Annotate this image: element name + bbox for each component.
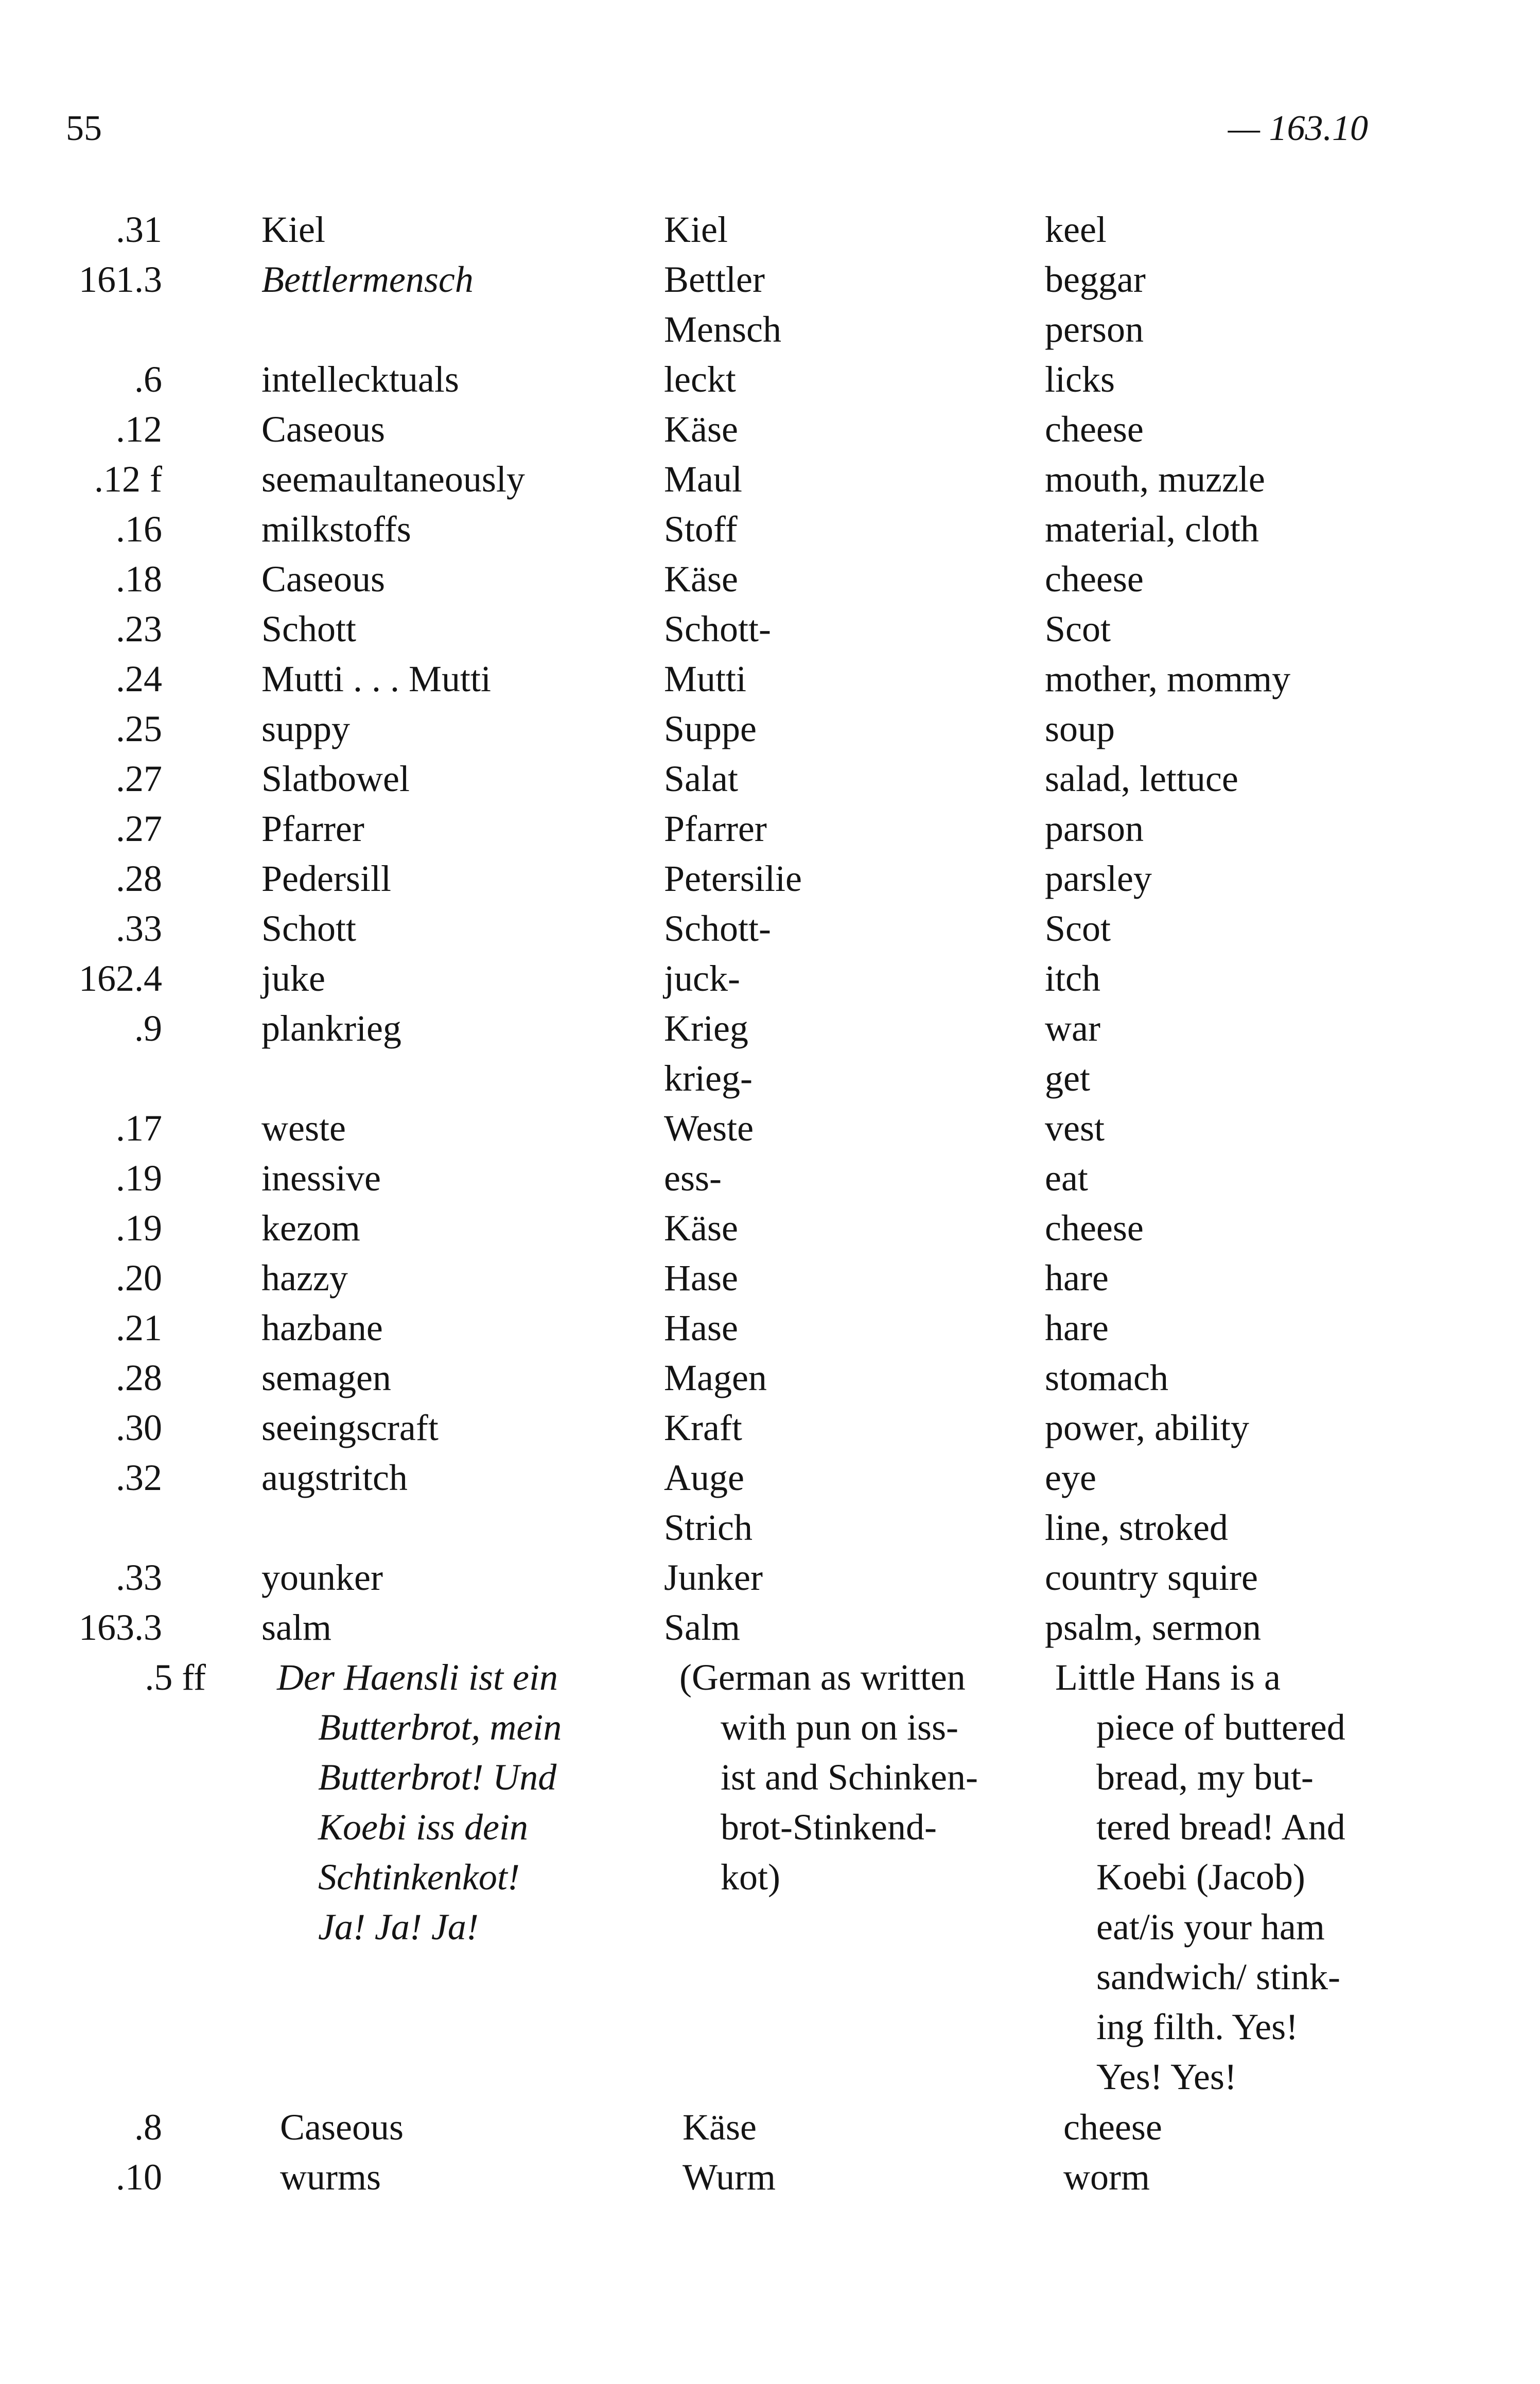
entry-word: Caseous — [261, 558, 385, 600]
entry-line: Butterbrot, mein — [318, 1707, 562, 1748]
entry-ref: .24 — [116, 658, 162, 699]
entry-english: cheese — [1045, 558, 1144, 600]
entry-english: cheese — [1063, 2107, 1162, 2148]
entry-line: eat/is your ham — [1096, 1906, 1325, 1948]
entry-english: vest — [1045, 1108, 1105, 1149]
entry-english: soup — [1045, 708, 1115, 749]
entry-ref: .17 — [116, 1108, 162, 1149]
entry-english: material, cloth — [1045, 509, 1259, 550]
entry-ref: .27 — [116, 758, 162, 799]
entry-word: Slatbowel — [261, 758, 410, 799]
table-row — [0, 1004, 1540, 1054]
entry-german: Krieg — [664, 1008, 748, 1049]
entry-ref: .18 — [116, 558, 162, 600]
entry-german: ess- — [664, 1158, 722, 1199]
entry-ref: .31 — [116, 209, 162, 250]
entry-english: get — [1045, 1058, 1090, 1099]
entry-german: Suppe — [664, 708, 757, 749]
entry-german: krieg- — [664, 1058, 752, 1099]
table-row — [0, 1203, 1540, 1253]
entry-word: Pedersill — [261, 858, 391, 899]
entry-word: hazzy — [261, 1257, 348, 1299]
entry-line: with pun on iss- — [721, 1707, 959, 1748]
entry-word: Schott — [261, 908, 357, 949]
table-row — [0, 904, 1540, 954]
entry-word: seemaultaneously — [261, 459, 525, 500]
entry-ref: .12 f — [94, 459, 162, 500]
entry-english: country squire — [1045, 1557, 1258, 1598]
entry-german: Junker — [664, 1557, 763, 1598]
entry-line: tered bread! And — [1096, 1807, 1345, 1848]
entry-german-lines — [679, 1653, 978, 1902]
entry-line: Schtinkenkot! — [318, 1856, 520, 1898]
entry-line: Butterbrot! Und — [318, 1757, 557, 1798]
entry-german: Käse — [664, 1207, 738, 1249]
entry-german: Hase — [664, 1257, 738, 1299]
table-row — [0, 1553, 1540, 1603]
entry-word: augstritch — [261, 1457, 408, 1498]
entry-word: Bettlermensch — [261, 259, 474, 300]
table-row — [0, 1603, 1540, 1653]
entry-german: Bettler — [664, 259, 765, 300]
entry-ref: .16 — [116, 509, 162, 550]
entry-word: Caseous — [261, 409, 385, 450]
entry-english: parson — [1045, 808, 1144, 849]
table-row — [0, 405, 1540, 454]
entry-line: (German as written — [679, 1657, 966, 1698]
table-row — [0, 954, 1540, 1004]
entry-line: bread, my but- — [1096, 1757, 1314, 1798]
glossary-rows-bottom — [0, 2102, 1540, 2202]
entry-english: beggar — [1045, 259, 1146, 300]
table-row — [0, 604, 1540, 654]
entry-ref: .6 — [134, 359, 162, 400]
entry-german: Kiel — [664, 209, 728, 250]
table-row — [0, 554, 1540, 604]
entry-english: licks — [1045, 359, 1115, 400]
entry-ref: .19 — [116, 1207, 162, 1249]
entry-english: itch — [1045, 958, 1100, 999]
entry-german: leckt — [664, 359, 736, 400]
entry-english: power, ability — [1045, 1407, 1250, 1448]
entry-ref: .32 — [116, 1457, 162, 1498]
entry-german: Salat — [664, 758, 738, 799]
entry-ref: .19 — [116, 1158, 162, 1199]
entry-ref: .8 — [134, 2107, 162, 2148]
entry-line: Ja! Ja! Ja! — [318, 1906, 479, 1948]
entry-german: Schott- — [664, 908, 771, 949]
entry-english: hare — [1045, 1307, 1109, 1348]
entry-english: psalm, sermon — [1045, 1607, 1261, 1648]
entry-word: semagen — [261, 1357, 391, 1398]
table-row — [0, 754, 1540, 804]
entry-german: Käse — [682, 2107, 757, 2148]
entry-word: Mutti . . . Mutti — [261, 658, 492, 699]
glossary-table — [0, 205, 1540, 2202]
table-row — [0, 305, 1540, 355]
entry-german: Hase — [664, 1307, 738, 1348]
table-row — [0, 1353, 1540, 1403]
table-row — [0, 1153, 1540, 1203]
entry-line: sandwich/ stink- — [1096, 1956, 1340, 1997]
entry-german: Käse — [664, 409, 738, 450]
entry-line: kot) — [721, 1856, 780, 1898]
table-row — [0, 804, 1540, 854]
entry-english: eat — [1045, 1158, 1088, 1199]
entry-word: Kiel — [261, 209, 325, 250]
entry-english: line, stroked — [1045, 1507, 1228, 1548]
entry-word: wurms — [280, 2157, 381, 2198]
entry-english: worm — [1063, 2157, 1150, 2198]
entry-german: Mensch — [664, 309, 781, 350]
table-row — [0, 1503, 1540, 1553]
entry-ref: 161.3 — [79, 259, 162, 300]
entry-german: Petersilie — [664, 858, 802, 899]
entry-word: younker — [261, 1557, 383, 1598]
entry-word: Caseous — [280, 2107, 404, 2148]
entry-word: seeingscraft — [261, 1407, 439, 1448]
entry-ref: .25 — [116, 708, 162, 749]
entry-ref: .9 — [134, 1008, 162, 1049]
page-header — [66, 108, 1368, 165]
table-row — [0, 654, 1540, 704]
entry-word: milkstoffs — [261, 509, 411, 550]
entry-ref: 163.3 — [79, 1607, 162, 1648]
entry-german: Weste — [664, 1108, 754, 1149]
entry-english: salad, lettuce — [1045, 758, 1238, 799]
entry-line: brot-Stinkend- — [721, 1807, 937, 1848]
entry-ref: .33 — [116, 1557, 162, 1598]
entry-german: Mutti — [664, 658, 747, 699]
entry-line: ing filth. Yes! — [1096, 2006, 1299, 2047]
entry-german: Strich — [664, 1507, 752, 1548]
entry-english: Scot — [1045, 608, 1111, 650]
entry-english: Scot — [1045, 908, 1111, 949]
entry-line: Koebi iss dein — [318, 1807, 528, 1848]
entry-ref: .30 — [116, 1407, 162, 1448]
entry-german: Magen — [664, 1357, 767, 1398]
entry-german: Maul — [664, 459, 742, 500]
entry-german: Auge — [664, 1457, 744, 1498]
entry-ref: .33 — [116, 908, 162, 949]
entry-word: suppy — [261, 708, 351, 749]
table-row — [0, 1453, 1540, 1503]
entry-ref: .20 — [116, 1257, 162, 1299]
table-row — [0, 1054, 1540, 1103]
table-row — [0, 454, 1540, 504]
table-row — [0, 255, 1540, 305]
entry-word: hazbane — [261, 1307, 383, 1348]
entry-english: stomach — [1045, 1357, 1168, 1398]
page-number: 55 — [66, 109, 102, 148]
entry-ref: .5 ff — [145, 1657, 206, 1698]
entry-word: kezom — [261, 1207, 360, 1249]
entry-line: Yes! Yes! — [1096, 2056, 1237, 2097]
entry-line: ist and Schinken- — [721, 1757, 978, 1798]
entry-word: salm — [261, 1607, 331, 1648]
entry-word-lines — [277, 1653, 562, 1952]
entry-english: war — [1045, 1008, 1100, 1049]
entry-word: juke — [261, 958, 325, 999]
table-row — [0, 355, 1540, 405]
entry-ref: .28 — [116, 858, 162, 899]
table-row — [0, 1403, 1540, 1453]
table-row — [0, 854, 1540, 904]
entry-line: Little Hans is a — [1055, 1657, 1281, 1698]
table-row — [0, 1253, 1540, 1303]
glossary-multiline-entry — [0, 1653, 1540, 2102]
entry-german: juck- — [664, 958, 740, 999]
entry-line: Der Haensli ist ein — [277, 1657, 558, 1698]
entry-ref: .27 — [116, 808, 162, 849]
entry-german: Pfarrer — [664, 808, 767, 849]
entry-ref: .10 — [116, 2157, 162, 2198]
entry-german: Stoff — [664, 509, 738, 550]
entry-word: inessive — [261, 1158, 381, 1199]
entry-english: cheese — [1045, 409, 1144, 450]
table-row — [0, 504, 1540, 554]
running-head: — 163.10 — [1228, 109, 1368, 148]
entry-word: Schott — [261, 608, 357, 650]
entry-german: Kraft — [664, 1407, 742, 1448]
entry-german: Käse — [664, 558, 738, 600]
entry-line: piece of buttered — [1096, 1707, 1345, 1748]
entry-word: intelleckt‌uals — [261, 359, 459, 400]
entry-english: cheese — [1045, 1207, 1144, 1249]
entry-english: hare — [1045, 1257, 1109, 1299]
table-row — [0, 2152, 1540, 2202]
entry-english: mouth, muzzle — [1045, 459, 1265, 500]
entry-word: plankrieg — [261, 1008, 401, 1049]
entry-ref: .23 — [116, 608, 162, 650]
entry-english-lines — [1055, 1653, 1345, 2102]
glossary-rows-top — [0, 205, 1540, 1653]
table-row — [0, 1303, 1540, 1353]
entry-ref: .21 — [116, 1307, 162, 1348]
entry-english: person — [1045, 309, 1144, 350]
table-row — [0, 2102, 1540, 2152]
entry-word: weste — [261, 1108, 346, 1149]
entry-english: eye — [1045, 1457, 1096, 1498]
entry-english: keel — [1045, 209, 1107, 250]
entry-english: mother, mommy — [1045, 658, 1291, 699]
entry-ref: .28 — [116, 1357, 162, 1398]
entry-english: parsley — [1045, 858, 1152, 899]
entry-ref: .12 — [116, 409, 162, 450]
entry-line: Koebi (Jacob) — [1096, 1856, 1305, 1898]
entry-german: Salm — [664, 1607, 741, 1648]
entry-german: Schott- — [664, 608, 771, 650]
table-row — [0, 1103, 1540, 1153]
entry-german: Wurm — [682, 2157, 776, 2198]
entry-ref: 162.4 — [79, 958, 162, 999]
table-row — [0, 704, 1540, 754]
table-row — [0, 205, 1540, 255]
entry-word: Pfarrer — [261, 808, 364, 849]
